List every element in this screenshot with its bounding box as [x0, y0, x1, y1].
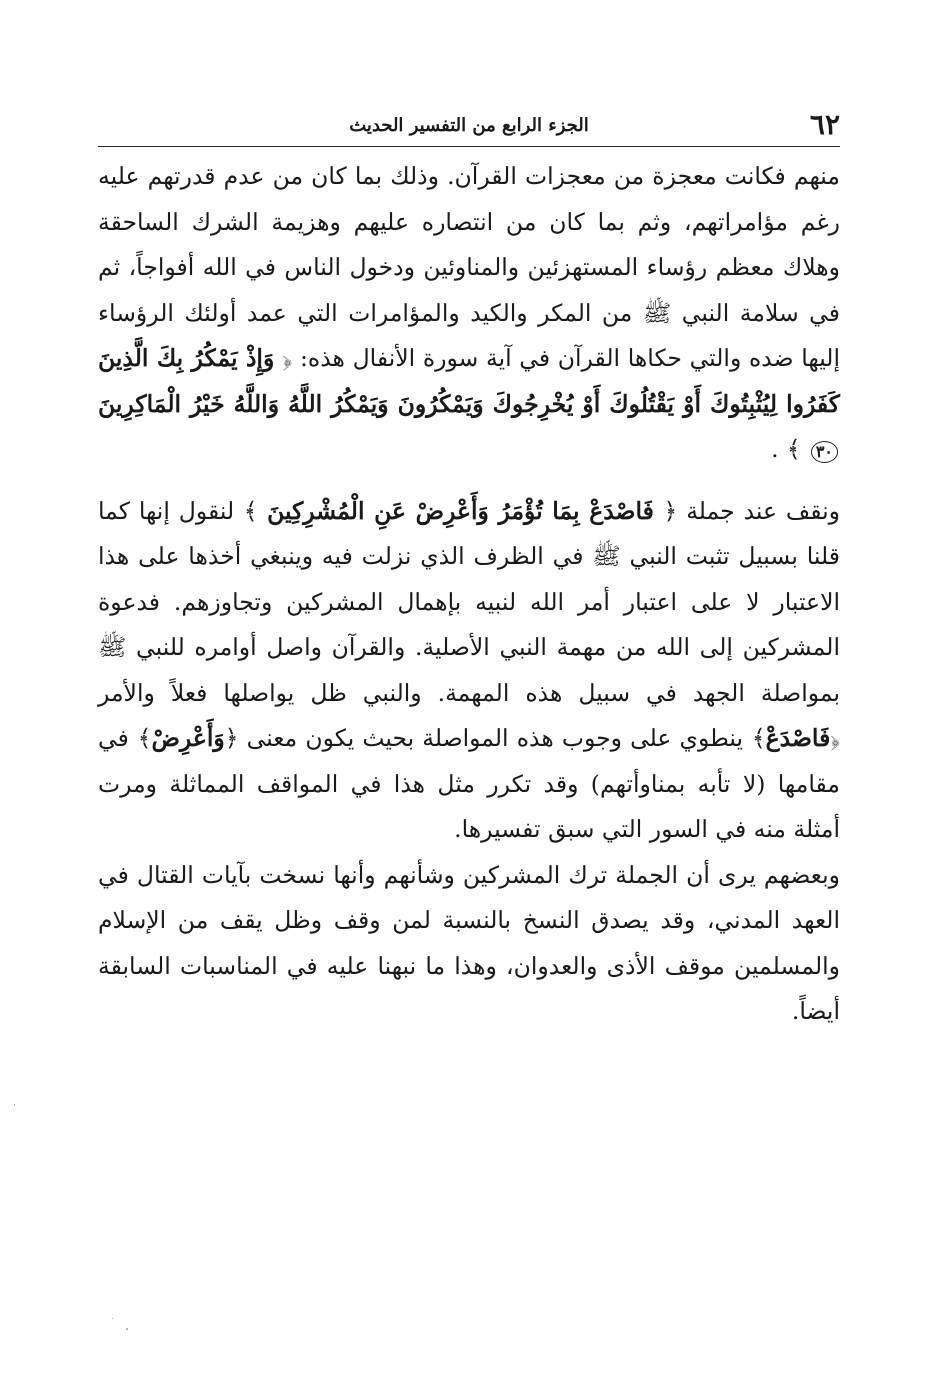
quran-quote-aarid [129, 724, 239, 752]
page-number: ٦٢ [809, 108, 840, 141]
running-title: الجزء الرابع من التفسير الحديث [349, 115, 589, 136]
paragraph-3-text: وبعضهم يرى أن الجملة ترك المشركين وشأنهم وأنها نسخت بآيات القتال في العهد المدني، وقد يصدق النسخ بالنسبة لمن وقف وظل يقف من الإسلام والمسلمين موقف الأذى والعدوان، وهذا ما نبهنا عليه في المناسبات السابقة أيضاً. [98, 860, 840, 1025]
verse-number-marker: ٣٠ [811, 441, 838, 463]
quran-verse-text: وَإِذْ يَمْكُرُ بِكَ الَّذِينَ كَفَرُوا لِيُثْبِتُوكَ أَوْ يَقْتُلُوكَ أَوْ يُخْرِجُوكَ وَيَمْكُرُونَ وَيَمْكُرُ اللَّهُ وَاللَّهُ خَيْرُ الْمَاكِرِينَ [98, 344, 840, 418]
quran-quote-fasda [743, 724, 840, 752]
body-text [98, 154, 840, 1035]
quran-quote-text: وَأَعْرِضْ [151, 724, 225, 752]
ornate-bracket-open: ﴿ [224, 724, 239, 752]
page-header [98, 108, 840, 142]
paragraph-2 [98, 489, 840, 853]
paragraph-2-intro: ونقف عند جملة [686, 496, 841, 525]
ornate-bracket-open: ﴿ [663, 496, 678, 525]
header-rule [98, 146, 840, 147]
ornate-bracket-open: ﴿ [282, 344, 293, 372]
scan-speck [14, 1104, 15, 1106]
paragraph-3 [98, 853, 840, 1035]
paragraph-2-text-b: ينطوي على وجوب هذه المواصلة بحيث يكون معنى [246, 724, 744, 752]
scan-speck [126, 1328, 128, 1330]
sentence-end: . [771, 435, 779, 463]
quran-quote-text: فَاصْدَعْ [765, 724, 831, 752]
paragraph-1 [98, 154, 840, 473]
ornate-bracket-close: ﴾ [786, 435, 801, 463]
paragraph-1-text: منهم فكانت معجزة من معجزات القرآن. وذلك بما كان من عدم قدرتهم عليه رغم مؤامراتهم، وثم بما كان من انتصاره عليهم وهزيمة الشرك الساحقة وهلاك معظم رؤساء المستهزئين والمناوئين ودخول الناس في الله أفواجاً، ثم في سلامة النبي ﷺ من المكر والكيد والمؤامرات التي عمد أولئك الرؤساء إليها ضده والتي حكاها القرآن في آية سورة الأنفال هذه: [98, 162, 840, 372]
quran-verse-fasda [234, 497, 677, 525]
paragraph-2-text-c: في مقامها (لا تأبه بمناوأتهم) وقد تكرر مثل هذا في المواقف المماثلة ومرت أمثلة منه في السور التي سبق تفسيرها. [98, 724, 840, 843]
ornate-bracket-close: ﴾ [243, 496, 258, 525]
quran-verse-text: فَاصْدَعْ بِمَا تُؤْمَرُ وَأَعْرِضْ عَنِ الْمُشْرِكِينَ [267, 496, 654, 525]
scan-speck [112, 1318, 113, 1319]
paragraph-2-text-a: لنقول إنها كما قلنا بسبيل تثبت النبي ﷺ في الظرف الذي نزلت فيه وينبغي أخذها على هذا الاعتبار لا على اعتبار أمر الله لنبيه بإهمال المشركين وتجاوزهم. فدعوة المشركين إلى الله من مهمة النبي الأصلية. والقرآن واصل أوامره للنبي ﷺ بمواصلة الجهد في سبيل هذه المهمة. والنبي ظل يواصلها فعلاً والأمر [98, 496, 840, 707]
ornate-bracket-close: ﴾ [137, 724, 152, 752]
ornate-bracket-open: ﴿ [830, 724, 841, 752]
ornate-bracket-close: ﴾ [751, 724, 766, 752]
